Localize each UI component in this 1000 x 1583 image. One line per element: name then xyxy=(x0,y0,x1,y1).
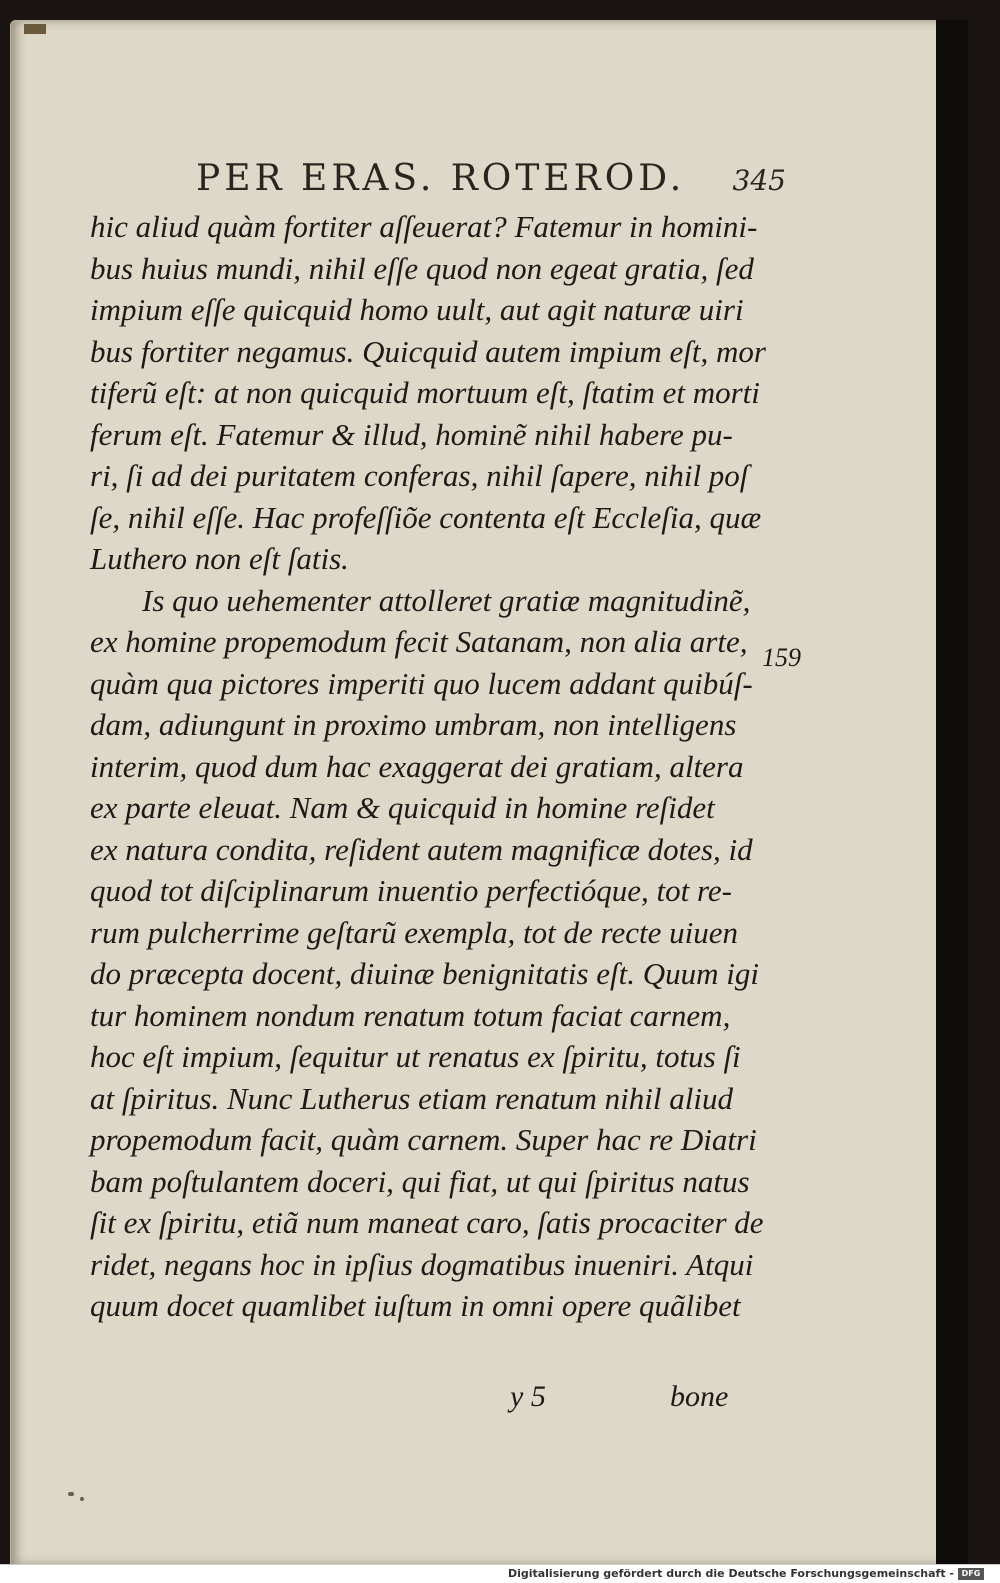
book-page xyxy=(10,20,968,1565)
text-line: dam, adiungunt in proximo umbram, non intelligens xyxy=(90,707,737,742)
text-line: tiferũ eſt: at non quicquid mortuum eſt, ſtatim et morti xyxy=(90,375,760,410)
text-line: bus huius mundi, nihil eſſe quod non egeat gratia, ſed xyxy=(90,250,754,286)
text-line: impium eſſe quicquid homo uult, aut agit naturæ uiri xyxy=(90,292,744,327)
text-line: at ſpiritus. Nunc Lutherus etiam renatum nihil aliud xyxy=(90,1080,733,1116)
text-line: quum docet quamlibet iuſtum in omni opere quãlibet xyxy=(90,1288,741,1323)
digitization-footer xyxy=(0,1564,1000,1583)
signature-mark: y 5 xyxy=(510,1380,546,1413)
text-line: Luthero non eſt ſatis. xyxy=(90,541,349,576)
text-line: bam poſtulantem doceri, qui fiat, ut qui ſpiritus natus xyxy=(90,1163,750,1199)
paper-speck xyxy=(80,1497,84,1501)
text-line: ri, ſi ad dei puritatem conferas, nihil ſapere, nihil poſ xyxy=(90,458,749,493)
margin-note: 159 xyxy=(762,643,801,672)
text-line: ſit ex ſpiritu, etiã num maneat caro, ſatis procaciter de xyxy=(90,1205,764,1240)
text-line: ridet, negans hoc in ipſius dogmatibus inueniri. Atqui xyxy=(90,1246,754,1282)
text-line: ex homine propemodum fecit Satanam, non alia arte, xyxy=(90,624,748,659)
page-number: 345 xyxy=(732,164,786,197)
text-line: bus fortiter negamus. Quicquid autem impium eſt, mor xyxy=(90,333,766,369)
text-line: interim, quod dum hac exaggerat dei gratiam, altera xyxy=(90,748,744,784)
text-line: ex natura condita, reſident autem magnificæ dotes, id xyxy=(90,831,753,867)
text-line: propemodum facit, quàm carnem. Super hac re Diatri xyxy=(90,1122,757,1157)
running-title: PER ERAS. ROTEROD. xyxy=(196,158,686,199)
dfg-logo: DFG xyxy=(958,1568,984,1580)
text-line: tur hominem nondum renatum totum faciat carnem, xyxy=(90,997,731,1033)
text-line: do præcepta docent, diuinæ benignitatis eſt. Quum igi xyxy=(90,956,760,991)
text-line: ſe, nihil eſſe. Hac profeſſiõe contenta eſt Eccleſia, quæ xyxy=(90,499,762,535)
text-line: ferum eſt. Fatemur & illud, hominẽ nihil habere pu- xyxy=(90,416,733,452)
text-line: quod tot diſciplinarum inuentio perfectióque, tot re- xyxy=(90,873,733,908)
page-edge-shadow xyxy=(936,20,968,1565)
page-header xyxy=(196,158,786,206)
paper-speck xyxy=(68,1492,74,1496)
body-text xyxy=(90,206,790,1327)
page-corner-mark xyxy=(24,24,46,34)
text-line: ex parte eleuat. Nam & quicquid in homine reſidet xyxy=(90,790,715,825)
text-line: hoc eſt impium, ſequitur ut renatus ex ſpiritu, totus ſi xyxy=(90,1039,741,1074)
text-line: quàm qua pictores imperiti quo lucem addant quibúſ- xyxy=(90,665,753,701)
text-line: Is quo uehementer attolleret gratiæ magnitudinẽ, xyxy=(142,582,751,618)
text-line: hic aliud quàm fortiter aſſeuerat? Fatemur in homini- xyxy=(90,209,758,244)
footer-credit: Digitalisierung gefördert durch die Deutsche Forschungsgemeinschaft - xyxy=(507,1567,954,1580)
text-line: rum pulcherrime geſtarũ exempla, tot de recte uiuen xyxy=(90,914,738,950)
catchword: bone xyxy=(670,1380,729,1413)
